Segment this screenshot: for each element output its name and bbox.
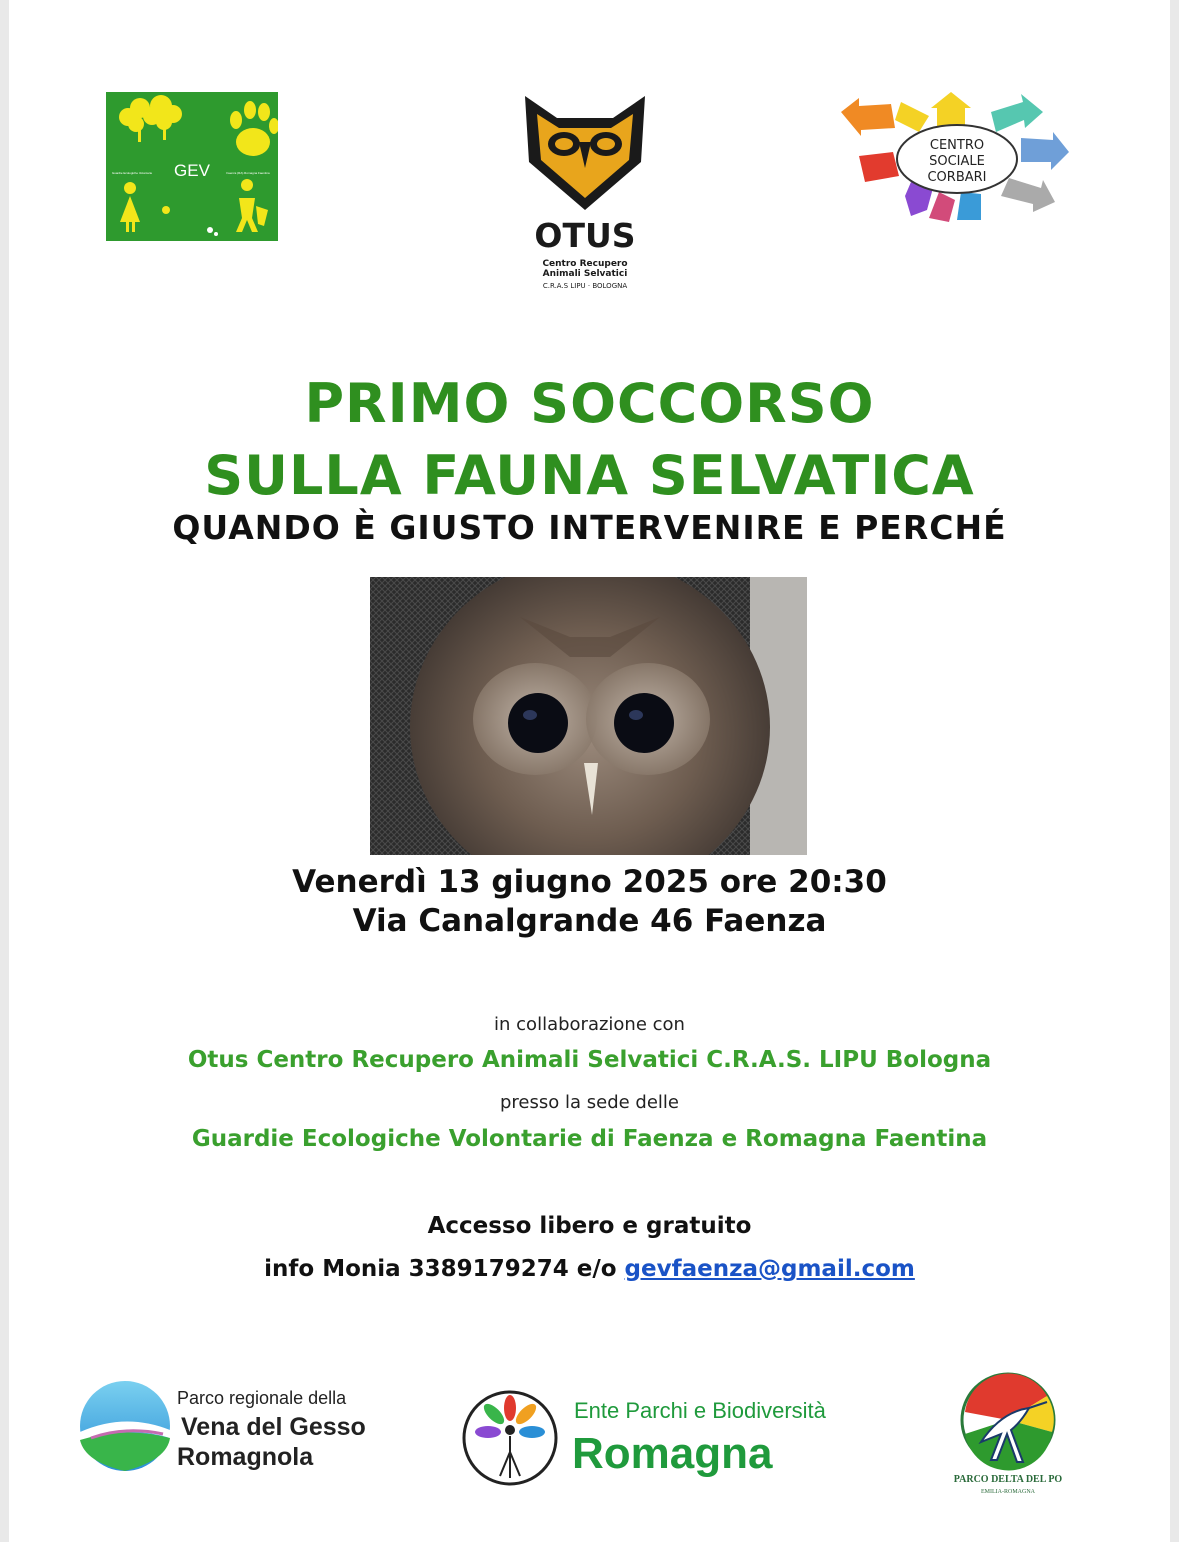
email-link[interactable]: gevfaenza@gmail.com	[624, 1256, 915, 1282]
otus-line2: Animali Selvatici	[542, 269, 628, 279]
event-address: Via Canalgrande 46 Faenza	[352, 903, 827, 939]
vena-logo-art	[71, 1376, 371, 1486]
corbari-line2: SOCIALE	[929, 154, 985, 169]
vena-line3: Romagnola	[177, 1443, 314, 1471]
venue-org: Guardie Ecologiche Volontarie di Faenza e Romagna Faentina	[191, 1126, 988, 1152]
access-info: Accesso libero e gratuito	[427, 1213, 752, 1239]
delta-line2: EMILIA-ROMAGNA	[981, 1489, 1035, 1495]
owl-photo	[370, 577, 807, 855]
otus-line3: C.R.A.S LIPU · BOLOGNA	[542, 282, 628, 290]
otus-line1: Centro Recupero	[542, 259, 628, 269]
contact-prefix: info Monia 3389179274 e/o	[264, 1256, 625, 1282]
ente-parchi-logo	[460, 1380, 828, 1492]
title-line1: PRIMO SOCCORSO	[304, 372, 875, 435]
corbari-arrows-icon	[841, 92, 1071, 227]
vena-line2: Vena del Gesso	[181, 1413, 366, 1441]
vena-line1: Parco regionale della	[177, 1388, 347, 1408]
gev-small-left: Guardie Ecologiche Volontarie	[111, 171, 153, 175]
event-date: Venerdì 13 giugno 2025 ore 20:30	[292, 864, 887, 900]
venue-intro: presso la sede delle	[500, 1092, 679, 1113]
parco-delta-po-logo	[951, 1372, 1069, 1497]
delta-line1: PARCO DELTA DEL PO	[953, 1474, 1063, 1485]
collab-org: Otus Centro Recupero Animali Selvatici C.R.A.S. LIPU Bologna	[187, 1047, 992, 1073]
ente-line2: Romagna	[572, 1429, 773, 1478]
delta-bird-icon	[951, 1372, 1069, 1497]
corbari-logo	[841, 92, 1071, 227]
otus-owl-icon	[515, 92, 655, 292]
title-line2: SULLA FAUNA SELVATICA	[204, 444, 975, 507]
ente-line1: Ente Parchi e Biodiversità	[574, 1398, 826, 1423]
otus-logo	[515, 92, 655, 292]
gev-label: GEV	[174, 161, 210, 180]
owl-face-image	[370, 577, 807, 855]
otus-name: OTUS	[534, 216, 636, 255]
ente-logo-art	[460, 1380, 828, 1492]
vena-del-gesso-logo	[71, 1376, 371, 1486]
gev-small-right: Faenza (RA) Romagna Faentina	[226, 171, 270, 175]
flyer-page	[9, 0, 1170, 1542]
contact-line	[9, 1256, 1170, 1282]
gev-logo	[106, 92, 278, 241]
gev-logo-art	[106, 92, 278, 241]
corbari-line1: CENTRO	[929, 138, 985, 153]
corbari-line3: CORBARI	[927, 170, 987, 185]
subtitle: QUANDO È GIUSTO INTERVENIRE E PERCHÉ	[172, 508, 1007, 547]
collab-intro: in collaborazione con	[494, 1014, 685, 1035]
